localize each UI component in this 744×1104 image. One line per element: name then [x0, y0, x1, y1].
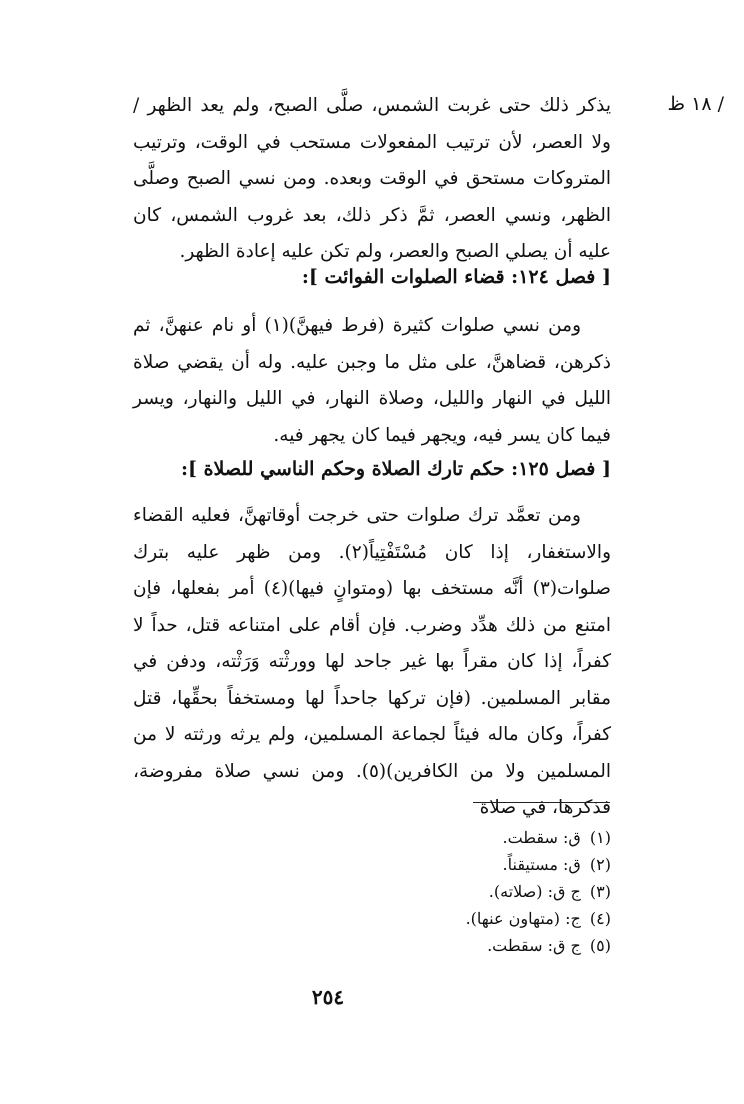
footnote-item	[311, 932, 611, 959]
footnote-number: (٣)	[589, 882, 611, 901]
footnote-divider	[473, 802, 610, 803]
footnotes-list	[311, 824, 611, 959]
footnote-item	[311, 824, 611, 851]
footnote-number: (١)	[589, 828, 611, 847]
footnote-text: ق: سقطت.	[502, 828, 581, 847]
paragraph-3: ومن تعمَّد ترك صلوات حتى خرجت أوقاتهنَّ، فعليه القضاء والاستغفار، إذا كان مُسْتَفْتِياً(٢). ومن ظهر عليه بترك صلوات(٣) أنَّه مستخف بها (ومتوانٍ فيها)(٤) أمر بفعلها، فإن امتنع من ذلك هدِّد وضرب. فإن أقام على امتناعه قتل، حداً لا كفراً، إذا كان مقراً بها غير جاحد لها وورثْته وَرَثْته، ودفن في مقابر المسلمين. (فإن تركها جاحداً لها ومستخفاً بحقِّها، قتل كفراً، وكان ماله فيئاً لجماعة المسلمين، ولم يرثه ورثته لا من المسلمين ولا من الكافرين)(٥). ومن نسي صلاة مفروضة، فذكرها، في صلاة	[133, 505, 612, 818]
page-number: ٢٥٤	[311, 985, 345, 1009]
paragraph-2: ومن نسي صلوات كثيرة (فرط فيهنَّ)(١) أو نام عنهنَّ، ثم ذكرهن، قضاهنَّ، على مثل ما وجبن عليه. وله أن يقضي صلاة الليل في النهار والليل، وصلاة النهار، في الليل والنهار، ويسر فيما كان يسر فيه، ويجهر فيما كان يجهر فيه.	[133, 315, 611, 446]
footnote-number: (٥)	[589, 936, 611, 955]
footnote-text: ج ق: سقطت.	[487, 936, 581, 955]
footnote-number: (٢)	[589, 855, 611, 874]
footnote-item	[311, 851, 611, 878]
footnote-number: (٤)	[589, 909, 611, 928]
section-heading-125: [ فصل ١٢٥: حكم تارك الصلاة وحكم الناسي للصلاة ]:	[180, 458, 611, 480]
footnote-text: ق: مستيقناً.	[502, 855, 581, 874]
footnote-text: ج ق: (صلاته).	[488, 882, 581, 901]
footnote-text: ج: (متهاون عنها).	[465, 909, 581, 928]
footnote-item	[311, 878, 611, 905]
footnote-item	[311, 905, 611, 932]
section-heading-124: [ فصل ١٢٤: قضاء الصلوات الفوائت ]:	[301, 266, 611, 288]
manuscript-folio-marker: / ١٨ ظ	[667, 93, 724, 115]
paragraph-1: يذكر ذلك حتى غربت الشمس، صلَّى الصبح، ولم يعد الظهر / ولا العصر، لأن ترتيب المفعولات مستحب في الوقت، وترتيب المتروكات مستحق في الوقت وبعده. ومن نسي الصبح وصلَّى الظهر، ونسي العصر، ثمَّ ذكر ذلك، بعد غروب الشمس، كان عليه أن يصلي الصبح والعصر، ولم تكن عليه إعادة الظهر.	[133, 95, 611, 262]
